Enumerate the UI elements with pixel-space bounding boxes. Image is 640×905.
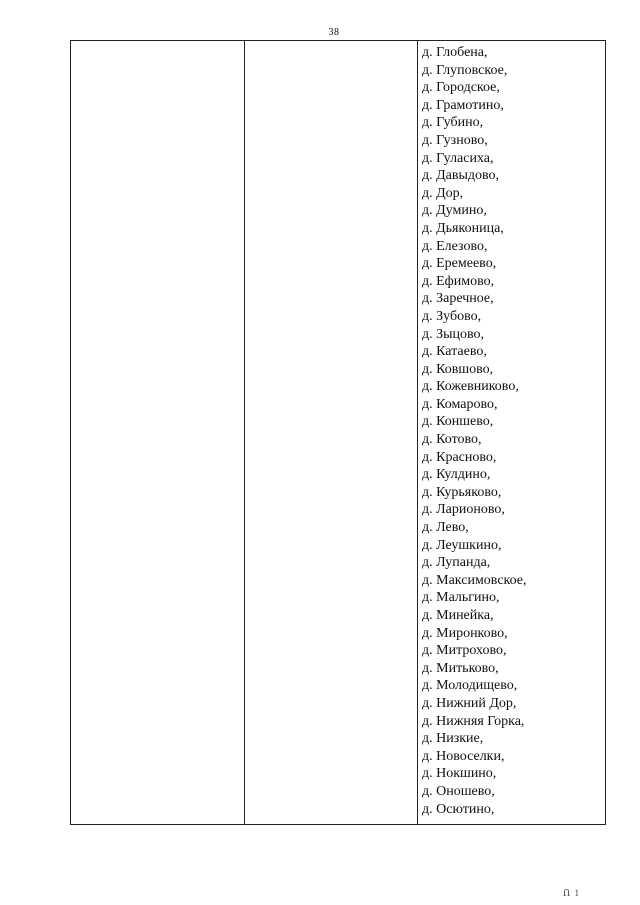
village-item: д. Зубово,: [422, 308, 482, 324]
village-item: д. Котово,: [422, 432, 482, 448]
village-item: д. Еремеево,: [422, 256, 497, 272]
village-item: д. Миронково,: [422, 625, 508, 641]
village-item: д. Думино,: [422, 203, 487, 219]
village-item: д. Осютино,: [422, 801, 495, 817]
village-item: д. Митьково,: [422, 660, 499, 676]
village-item: д. Губино,: [422, 115, 484, 131]
village-item: д. Ефимово,: [422, 273, 495, 289]
village-item: д. Гуласиха,: [422, 150, 494, 166]
table-cell-col2: [245, 41, 418, 825]
page-number: 38: [328, 27, 340, 38]
village-item: д. Лупанда,: [422, 555, 491, 571]
table-row: [71, 41, 606, 825]
village-list: [418, 41, 605, 818]
village-item: д. Дор,: [422, 185, 464, 201]
village-item: д. Зыцово,: [422, 326, 485, 342]
village-item: д. Красново,: [422, 449, 497, 465]
village-item: д. Молодищево,: [422, 678, 518, 694]
village-item: д. Грамотино,: [422, 97, 504, 113]
village-item: д. Кожевниково,: [422, 379, 519, 395]
village-item: д. Заречное,: [422, 291, 494, 307]
village-item: д. Митрохово,: [422, 643, 507, 659]
village-item: д. Максимовское,: [422, 572, 527, 588]
village-item: д. Глуповское,: [422, 62, 508, 78]
village-item: д. Глобена,: [422, 45, 488, 60]
village-item: д. Нижняя Горка,: [422, 713, 525, 729]
village-item: д. Гузново,: [422, 132, 488, 148]
footer-mark: Ո 1: [563, 888, 580, 898]
village-item: д. Новоселки,: [422, 748, 505, 764]
document-table: [70, 40, 606, 825]
village-item: д. Минейка,: [422, 608, 494, 623]
village-item: д. Городское,: [422, 80, 500, 96]
village-item: д. Давыдово,: [422, 168, 500, 184]
village-item: д. Низкие,: [422, 731, 484, 747]
village-item: д. Мальгино,: [422, 590, 500, 606]
village-item: д. Катаево,: [422, 344, 487, 360]
village-item: д. Ковшово,: [422, 361, 494, 377]
village-item: д. Коншево,: [422, 414, 494, 430]
village-item: д. Ларионово,: [422, 502, 505, 518]
village-item: д. Комарово,: [422, 396, 498, 412]
village-item: д. Оношево,: [422, 783, 495, 799]
village-item: д. Елезово,: [422, 238, 488, 254]
village-item: д. Лево,: [422, 520, 469, 536]
village-item: д. Нижний Дор,: [422, 695, 517, 711]
village-item: д. Курьяково,: [422, 484, 502, 500]
village-item: д. Нокшино,: [422, 766, 497, 782]
table-cell-villages: [418, 41, 606, 825]
table-cell-col1: [71, 41, 245, 825]
village-item: д. Кулдино,: [422, 467, 491, 483]
village-item: д. Дьяконица,: [422, 220, 504, 236]
village-item: д. Леушкино,: [422, 537, 502, 553]
